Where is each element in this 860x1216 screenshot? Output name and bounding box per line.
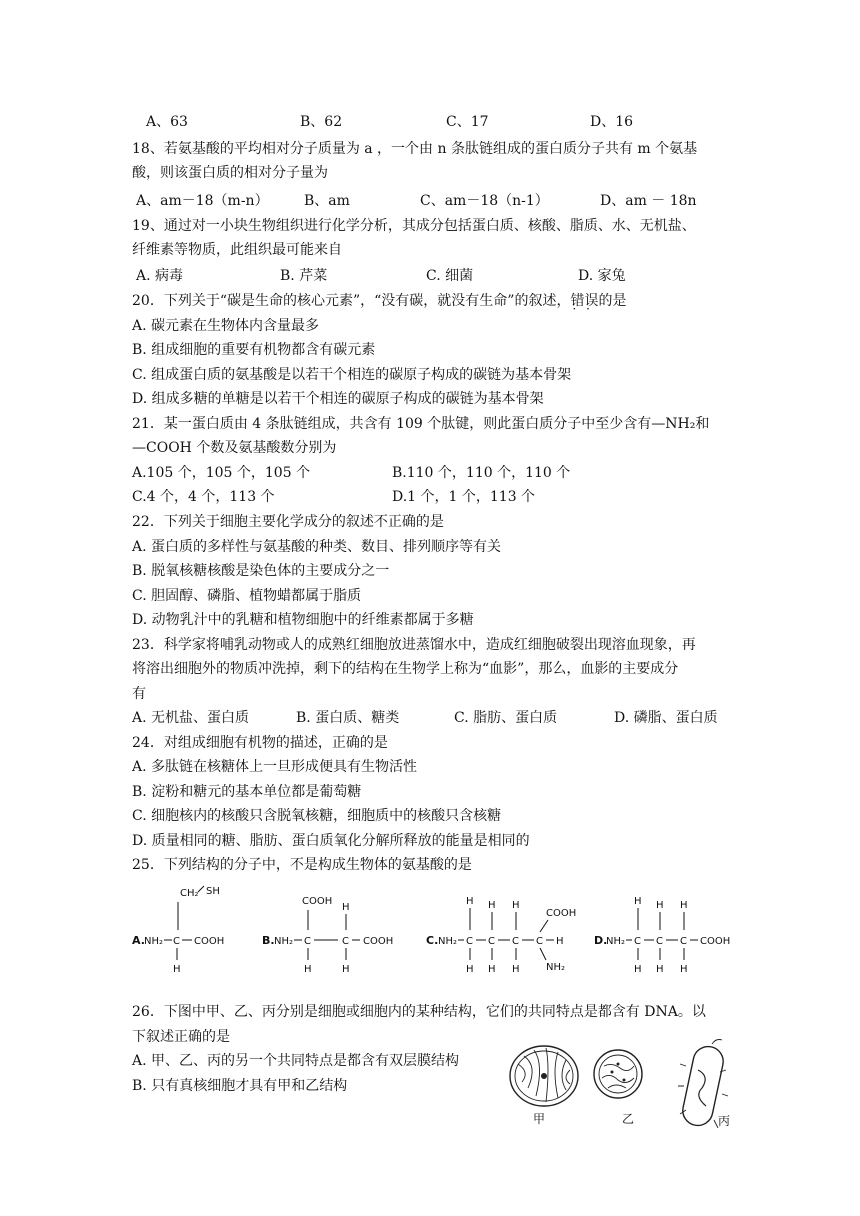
q25-stem: 25．下列结构的分子中，不是构成生物体的氨基酸的是: [132, 857, 472, 873]
q22-option-b: B. 脱氧核糖核酸是染色体的主要成分之一: [132, 563, 390, 579]
structure-d-h-top1: H: [634, 896, 642, 907]
figure-label-jia: 甲: [533, 1112, 546, 1126]
q19-stem-line1: 19、通过对一小块生物组织进行化学分析，其成分包括蛋白质、核酸、脂质、水、无机盐、: [132, 218, 696, 234]
q19-option-a: A. 病毒: [136, 268, 184, 284]
figure-label-bing: 丙: [718, 1114, 731, 1128]
q26-stem-line1: 26．下图中甲、乙、丙分别是细胞或细胞内的某种结构，它们的共同特点是都含有 DNA。以: [132, 1004, 706, 1020]
q20-option-c: C. 组成蛋白质的氨基酸是以若干个相连的碳原子构成的碳链为基本骨架: [132, 367, 572, 383]
q17-option-a: A、63: [146, 114, 188, 130]
structure-b-h-bottom2: H: [342, 964, 350, 975]
figure-label-yi: 乙: [622, 1112, 635, 1126]
q20-option-a: A. 碳元素在生物体内含量最多: [132, 318, 320, 334]
q19-stem-line2: 纤维素等物质，此组织最可能来自: [132, 242, 342, 258]
q19-option-b: B. 芹菜: [280, 268, 328, 284]
structure-a-ch2: CH₂: [180, 888, 199, 899]
structure-b: [262, 896, 393, 975]
q19-option-d: D. 家兔: [578, 268, 626, 284]
q18-option-c: C、am－18（n-1）: [420, 193, 549, 209]
q23-stem-line3: 有: [132, 686, 146, 702]
structure-d-h-top2: H: [656, 900, 664, 911]
structure-d-h-bottom2: H: [656, 964, 664, 975]
q24-stem: 24．对组成细胞有机物的描述，正确的是: [132, 735, 388, 751]
q21-option-c: C.4 个，4 个，113 个: [132, 489, 275, 505]
structure-c-c1: C: [466, 936, 473, 947]
structure-c-h-right: H: [556, 936, 564, 947]
structure-a-cooh: COOH: [194, 936, 225, 947]
structure-d: [594, 896, 730, 975]
structure-a-sh: SH: [206, 886, 220, 897]
q18-option-d: D、am － 18n: [600, 193, 697, 209]
q19-option-c: C. 细菌: [426, 268, 474, 284]
q25-structures-figure: [120, 882, 740, 982]
structure-b-h-top: H: [342, 902, 350, 913]
q26-stem-line2: 下叙述正确的是: [132, 1029, 230, 1045]
mitochondrion-drawing: [510, 1046, 578, 1106]
q26-option-a: A. 甲、乙、丙的另一个共同特点是都含有双层膜结构: [132, 1053, 460, 1069]
structure-d-label: D.: [594, 934, 608, 947]
structure-b-c1: C: [304, 936, 311, 947]
structure-d-c3: C: [680, 936, 687, 947]
q20-stem-post: 的是: [598, 293, 627, 309]
q23-stem-line2: 将溶出细胞外的物质冲洗掉，剩下的结构在生物学上称为“血影”，那么，血影的主要成分: [132, 661, 679, 677]
q22-option-d: D. 动物乳汁中的乳糖和植物细胞中的纤维素都属于多糖: [132, 612, 474, 628]
structure-d-h-bottom1: H: [634, 964, 642, 975]
structure-a-h: H: [173, 964, 181, 975]
structure-d-cooh: COOH: [700, 936, 731, 947]
q17-option-b: B、62: [300, 114, 343, 130]
structure-d-c1: C: [634, 936, 641, 947]
q20-stem: [132, 291, 626, 311]
structure-b-cooh-top: COOH: [302, 896, 333, 907]
structure-c-h-top2: H: [488, 900, 496, 911]
q21-stem-line1: 21．某一蛋白质由 4 条肽链组成，共含有 109 个肽键，则此蛋白质分子中至少含有—NH₂和: [132, 416, 710, 432]
structure-c-label: C.: [426, 934, 439, 947]
q23-option-a: A. 无机盐、蛋白质: [132, 710, 250, 726]
q23-stem-line1: 23．科学家将哺乳动物或人的成熟红细胞放进蒸馏水中，造成红细胞破裂出现溶血现象，再: [132, 637, 696, 653]
q20-stem-emphasis: 错误 · ·: [570, 293, 598, 309]
structure-c-c4: C: [536, 936, 543, 947]
structure-d-h-top3: H: [680, 900, 688, 911]
q24-option-d: D. 质量相同的糖、脂肪、蛋白质氧化分解所释放的能量是相同的: [132, 833, 530, 849]
q21-option-b: B.110 个，110 个，110 个: [392, 465, 571, 481]
q17-option-d: D、16: [590, 114, 634, 130]
structure-b-h-bottom1: H: [304, 964, 312, 975]
q24-option-b: B. 淀粉和糖元的基本单位都是葡萄糖: [132, 784, 362, 800]
q18-option-b: B、am: [304, 193, 350, 209]
q18-stem-line1: 18、若氨基酸的平均相对分子质量为 a ，一个由 n 条肽链组成的蛋白质分子共有 m 个氨基: [132, 141, 698, 157]
structure-b-nh2: NH₂: [274, 936, 294, 947]
structure-d-h-bottom3: H: [680, 964, 688, 975]
structure-a-c: C: [173, 936, 180, 947]
structure-d-c2: C: [656, 936, 663, 947]
structure-c-c2: C: [488, 936, 495, 947]
structure-b-label: B.: [262, 934, 275, 947]
q20-stem-pre: 20．下列关于“碳是生命的核心元素”，“没有碳，就没有生命”的叙述，: [132, 293, 571, 309]
q23-option-d: D. 磷脂、蛋白质: [614, 710, 718, 726]
q18-option-a: A、am－18（m-n）: [136, 193, 269, 209]
q20-option-b: B. 组成细胞的重要有机物都含有碳元素: [132, 342, 376, 358]
q17-option-c: C、17: [446, 114, 489, 130]
q26-option-b: B. 只有真核细胞才具有甲和乙结构: [132, 1078, 348, 1094]
structure-c-h-top1: H: [466, 896, 474, 907]
chloroplast-drawing: [594, 1050, 642, 1098]
structure-b-cooh: COOH: [363, 936, 394, 947]
structure-a: [132, 886, 224, 975]
structure-b-c2: C: [342, 936, 349, 947]
q22-option-c: C. 胆固醇、磷脂、植物蜡都属于脂质: [132, 588, 362, 604]
structure-c-c3: C: [512, 936, 519, 947]
structure-c-h-bottom3: H: [512, 964, 520, 975]
structure-c-nh2-bottom: NH₂: [546, 962, 566, 973]
structure-c-h-top3: H: [512, 900, 520, 911]
structure-c: [426, 896, 576, 975]
q21-option-a: A.105 个，105 个，105 个: [132, 465, 311, 481]
q23-option-c: C. 脂肪、蛋白质: [454, 710, 558, 726]
structure-c-nh2: NH₂: [438, 936, 458, 947]
structure-c-h-bottom2: H: [488, 964, 496, 975]
q21-option-d: D.1 个，1 个，113 个: [392, 489, 536, 505]
q23-option-b: B. 蛋白质、糖类: [296, 710, 400, 726]
q24-option-a: A. 多肽链在核糖体上一旦形成便具有生物活性: [132, 759, 418, 775]
q18-stem-line2: 酸，则该蛋白质的相对分子量为: [132, 165, 328, 181]
structure-a-nh2: NH₂: [144, 936, 164, 947]
structure-c-cooh-top: COOH: [546, 908, 577, 919]
q22-stem: 22．下列关于细胞主要化学成分的叙述不正确的是: [132, 514, 444, 530]
q24-option-c: C. 细胞核内的核酸只含脱氧核糖，细胞质中的核酸只含核糖: [132, 808, 502, 824]
structure-c-h-bottom1: H: [466, 964, 474, 975]
q20-option-d: D. 组成多糖的单糖是以若干个相连的碳原子构成的碳链为基本骨架: [132, 391, 544, 407]
q22-option-a: A. 蛋白质的多样性与氨基酸的种类、数目、排列顺序等有关: [132, 539, 502, 555]
structure-a-label: A.: [132, 934, 145, 947]
q21-stem-line2: —COOH 个数及氨基酸数分别为: [132, 440, 337, 456]
structure-d-nh2: NH₂: [606, 936, 626, 947]
